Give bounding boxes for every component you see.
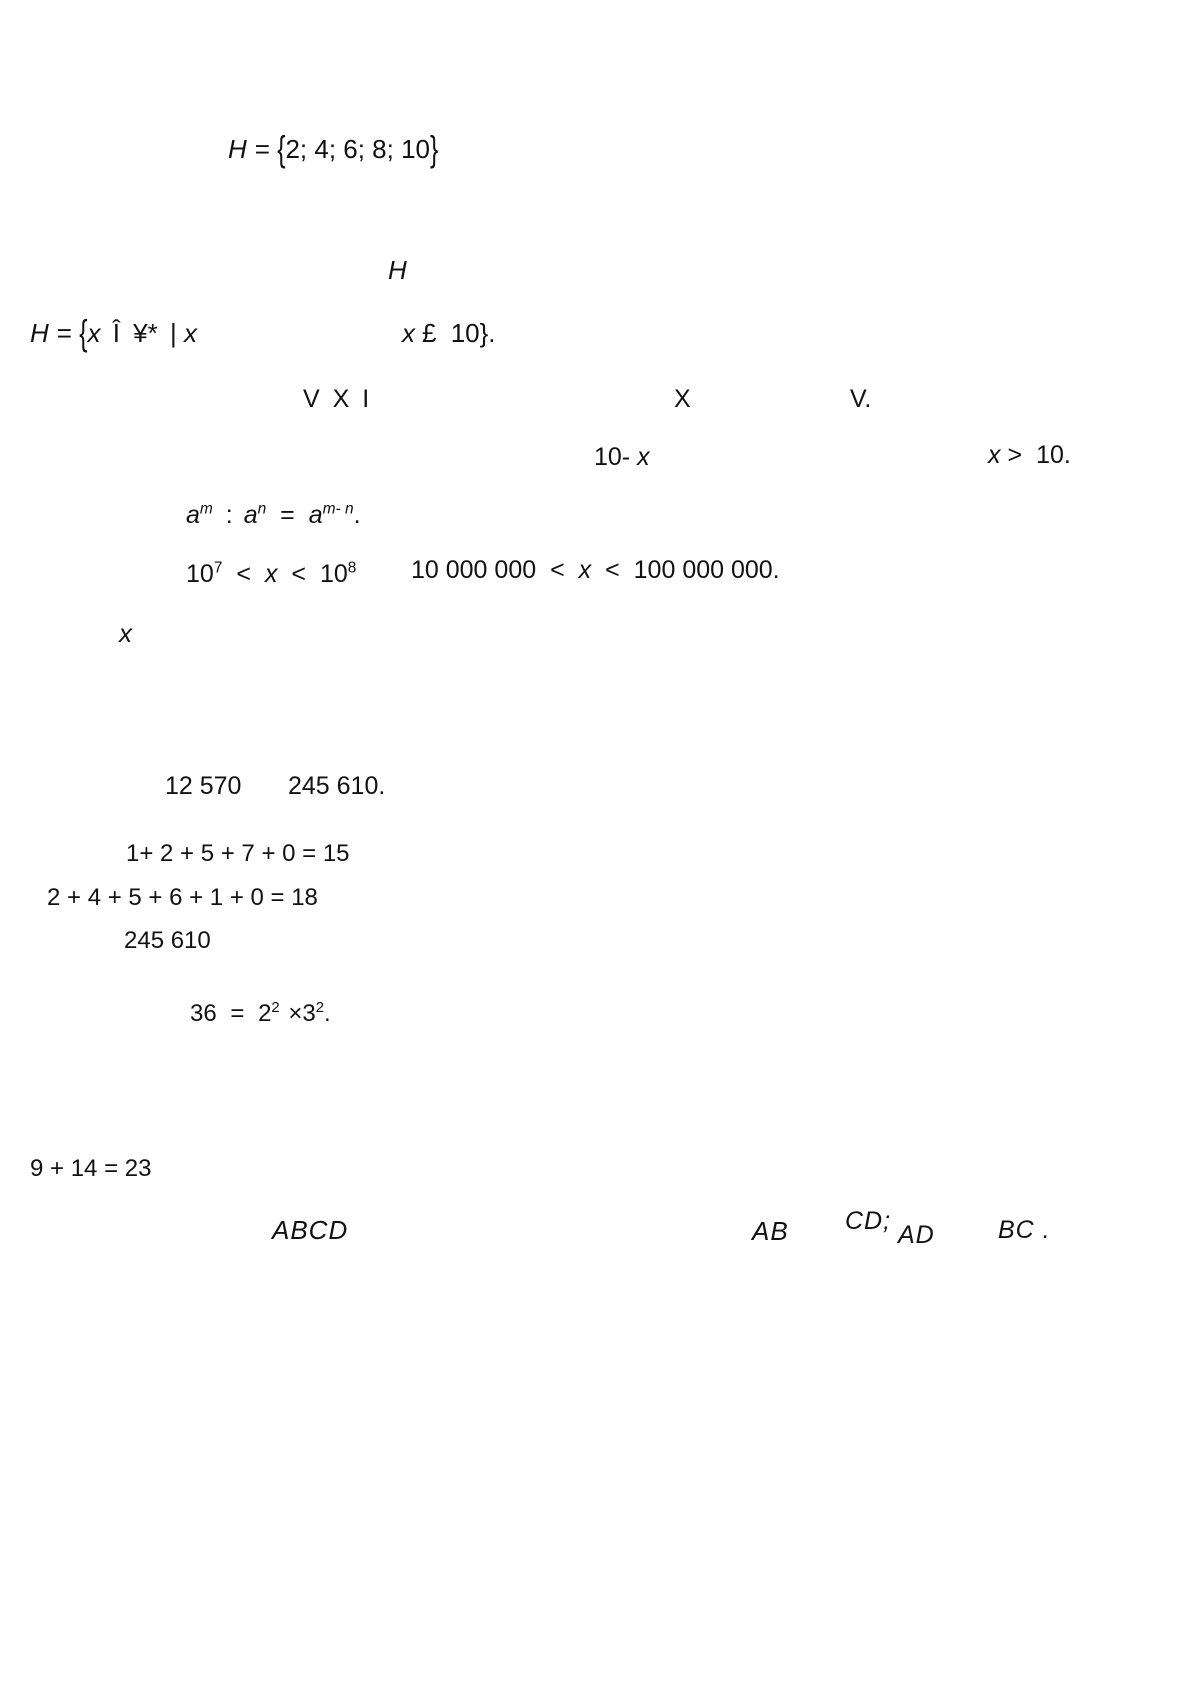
geometry-segment-cd: CD;: [845, 1207, 892, 1235]
roman-numeral-v: V.: [850, 385, 872, 413]
math-line-set-h-roster: H = {2; 4; 6; 8; 10}: [228, 130, 439, 170]
geometry-quadrilateral-abcd: ABCD: [272, 1215, 349, 1245]
math-sum-9-14: 9 + 14 = 23: [30, 1155, 152, 1182]
geometry-segment-bc: BC .: [998, 1216, 1051, 1244]
math-symbol-h: H: [388, 255, 407, 285]
geometry-segment-ab: AB: [752, 1216, 789, 1246]
math-expression-ten-minus-x: 10- x: [594, 443, 650, 471]
math-symbol-x: x: [119, 618, 132, 648]
math-inequality-decimals: 10 000 000 < x < 100 000 000.: [411, 556, 780, 584]
math-factorization-36: $36 = 2^2 \times 3^2$.: [190, 1000, 331, 1027]
math-expression-x-gt-10: x > 10.: [988, 441, 1071, 469]
roman-numeral-vxi: V X I: [303, 385, 373, 413]
math-formula-power-quotient: $a^m$ : $a^n = a^{m- n}$.: [186, 500, 361, 529]
number-12570: 12 570: [165, 772, 242, 800]
number-245610: 245 610.: [288, 772, 386, 800]
math-digit-sum-first: 1+ 2 + 5 + 7 + 0 = 15: [126, 840, 350, 867]
math-line-set-h-builder-end: x £ 10}.: [402, 318, 496, 348]
roman-numeral-x: X: [674, 385, 691, 413]
math-line-set-h-builder: H = {x Î ¥* | x: [30, 314, 197, 354]
number-245610-repeat: 245 610: [124, 927, 211, 954]
geometry-segment-ad: AD: [898, 1221, 935, 1249]
math-digit-sum-second: 2 + 4 + 5 + 6 + 1 + 0 = 18: [47, 884, 318, 911]
math-inequality-powers: $10^7 < x < 10^8$: [186, 559, 357, 588]
